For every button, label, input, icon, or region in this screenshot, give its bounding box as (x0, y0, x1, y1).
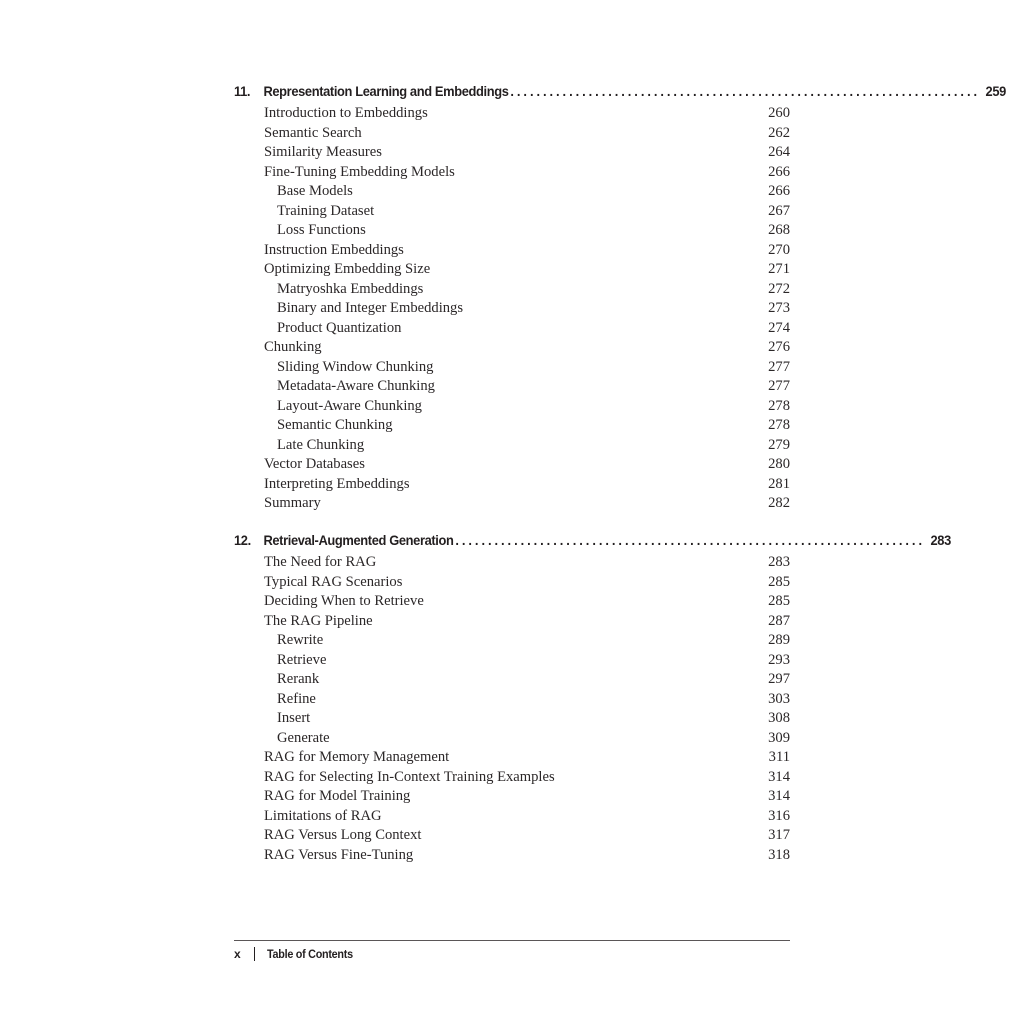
entry-title: Instruction Embeddings (264, 241, 404, 258)
entry-page-number: 277 (768, 358, 790, 375)
chapter-heading[interactable] (234, 83, 1006, 105)
entry-title: Late Chunking (277, 436, 365, 453)
entry-title: Vector Databases (264, 456, 365, 473)
toc-section-entry[interactable] (234, 808, 790, 828)
entry-title: Optimizing Embedding Size (264, 261, 431, 278)
entry-page-number: 272 (768, 280, 790, 297)
entry-page-number: 318 (768, 846, 790, 863)
toc-subsection-entry[interactable] (234, 671, 790, 691)
entry-title: Insert (277, 710, 311, 727)
entry-page-number: 260 (768, 105, 790, 121)
entry-title: Limitations of RAG (264, 807, 382, 824)
entry-title: Loss Functions (277, 222, 366, 239)
toc-section-entry[interactable] (234, 242, 790, 262)
toc-subsection-entry[interactable] (234, 710, 790, 730)
toc-section-entry[interactable] (234, 827, 790, 847)
chapter-page-number: 283 (930, 532, 951, 548)
toc-subsection-entry[interactable] (234, 730, 790, 750)
entry-title: RAG for Model Training (264, 788, 411, 805)
toc-section-entry[interactable] (234, 749, 790, 769)
running-footer-title: Table of Contents (267, 947, 353, 961)
entry-title: Retrieve (277, 651, 327, 668)
entry-title: RAG for Selecting In-Context Training Examples (264, 768, 555, 785)
entry-title: Summary (264, 495, 321, 512)
entry-page-number: 280 (768, 456, 790, 473)
entry-page-number: 262 (768, 124, 790, 141)
entry-page-number: 314 (768, 788, 790, 805)
entry-title: The RAG Pipeline (264, 612, 373, 629)
toc-subsection-entry[interactable] (234, 691, 790, 711)
page-folio: x (234, 947, 241, 961)
entry-title: Product Quantization (277, 319, 402, 336)
entry-page-number: 266 (768, 183, 790, 200)
toc-section-entry[interactable] (234, 495, 790, 515)
entry-page-number: 303 (768, 690, 790, 707)
dot-leader: ........................................................................ (510, 83, 981, 99)
toc-subsection-entry[interactable] (234, 398, 790, 418)
entry-page-number: 283 (768, 554, 790, 570)
entry-page-number: 266 (768, 163, 790, 180)
entry-title: Interpreting Embeddings (264, 475, 410, 492)
toc-section-entry[interactable] (234, 613, 790, 633)
toc-section-entry[interactable] (234, 769, 790, 789)
chapter-number: 11. (234, 83, 251, 99)
toc-section-entry[interactable] (234, 788, 790, 808)
toc-section-entry[interactable] (234, 476, 790, 496)
toc-section-entry[interactable] (234, 554, 790, 574)
toc-section-entry[interactable] (234, 574, 790, 594)
entry-title: Matryoshka Embeddings (277, 280, 424, 297)
toc-page (234, 0, 1006, 1024)
toc-subsection-entry[interactable] (234, 300, 790, 320)
chapter-12 (234, 532, 951, 866)
footer-rule (234, 940, 790, 941)
toc-subsection-entry[interactable] (234, 359, 790, 379)
toc-subsection-entry[interactable] (234, 203, 790, 223)
entry-title: Chunking (264, 339, 322, 356)
entry-page-number: 297 (768, 671, 790, 688)
toc-section-entry[interactable] (234, 105, 790, 125)
page-footer (234, 940, 790, 961)
toc-subsection-entry[interactable] (234, 281, 790, 301)
entry-page-number: 317 (768, 827, 790, 844)
entry-title: Base Models (277, 183, 353, 200)
toc-subsection-entry[interactable] (234, 183, 790, 203)
entry-page-number: 267 (768, 202, 790, 219)
section-list (234, 105, 790, 515)
entry-title: Training Dataset (277, 202, 375, 219)
entry-title: Layout-Aware Chunking (277, 397, 422, 414)
entry-title: Metadata-Aware Chunking (277, 378, 435, 395)
entry-title: The Need for RAG (264, 554, 377, 570)
section-list (234, 554, 790, 866)
entry-title: Semantic Chunking (277, 417, 393, 434)
toc-section-entry[interactable] (234, 125, 790, 145)
chapter-title: Retrieval-Augmented Generation (263, 532, 454, 548)
entry-page-number: 309 (768, 729, 790, 746)
toc-subsection-entry[interactable] (234, 652, 790, 672)
entry-title: RAG Versus Long Context (264, 827, 422, 844)
entry-title: Generate (277, 729, 330, 746)
entry-page-number: 264 (768, 144, 790, 161)
entry-title: Similarity Measures (264, 144, 382, 161)
entry-page-number: 281 (768, 475, 790, 492)
toc-subsection-entry[interactable] (234, 222, 790, 242)
footer-text (234, 947, 790, 961)
entry-page-number: 279 (768, 436, 790, 453)
entry-page-number: 311 (768, 749, 790, 766)
toc-subsection-entry[interactable] (234, 632, 790, 652)
entry-title: Fine-Tuning Embedding Models (264, 163, 455, 180)
entry-page-number: 274 (768, 319, 790, 336)
entry-page-number: 285 (768, 573, 790, 590)
toc-subsection-entry[interactable] (234, 437, 790, 457)
entry-page-number: 289 (768, 632, 790, 649)
toc-section-entry[interactable] (234, 593, 790, 613)
chapter-heading[interactable] (234, 532, 951, 554)
entry-title: RAG for Memory Management (264, 749, 450, 766)
entry-page-number: 282 (768, 495, 790, 512)
chapter-title: Representation Learning and Embeddings (263, 83, 509, 99)
toc-subsection-entry[interactable] (234, 378, 790, 398)
entry-page-number: 285 (768, 593, 790, 610)
entry-page-number: 314 (768, 768, 790, 785)
entry-page-number: 308 (768, 710, 790, 727)
footer-separator (254, 947, 255, 961)
toc-subsection-entry[interactable] (234, 417, 790, 437)
toc-section-entry[interactable] (234, 456, 790, 476)
entry-page-number: 277 (768, 378, 790, 395)
entry-page-number: 276 (768, 339, 790, 356)
entry-title: Typical RAG Scenarios (264, 573, 403, 590)
entry-title: Rerank (277, 671, 320, 688)
toc-section-entry[interactable] (234, 847, 790, 867)
chapter-11 (234, 83, 1006, 515)
chapter-page-number: 259 (985, 83, 1006, 99)
entry-page-number: 287 (768, 612, 790, 629)
toc-section-entry[interactable] (234, 339, 790, 359)
entry-page-number: 270 (768, 241, 790, 258)
entry-page-number: 278 (768, 397, 790, 414)
entry-page-number: 268 (768, 222, 790, 239)
entry-page-number: 316 (768, 807, 790, 824)
toc-subsection-entry[interactable] (234, 320, 790, 340)
entry-title: Deciding When to Retrieve (264, 593, 424, 610)
entry-page-number: 273 (768, 300, 790, 317)
entry-title: Rewrite (277, 632, 324, 649)
toc-section-entry[interactable] (234, 261, 790, 281)
chapter-number: 12. (234, 532, 251, 548)
entry-page-number: 271 (768, 261, 790, 278)
entry-title: Binary and Integer Embeddings (277, 300, 464, 317)
entry-title: Semantic Search (264, 124, 362, 141)
entry-page-number: 293 (768, 651, 790, 668)
toc-section-entry[interactable] (234, 144, 790, 164)
toc-section-entry[interactable] (234, 164, 790, 184)
entry-page-number: 278 (768, 417, 790, 434)
entry-title: Refine (277, 690, 316, 707)
entry-title: Sliding Window Chunking (277, 358, 434, 375)
entry-title: RAG Versus Fine-Tuning (264, 846, 414, 863)
entry-title: Introduction to Embeddings (264, 105, 428, 121)
dot-leader: ........................................................................ (455, 532, 925, 548)
